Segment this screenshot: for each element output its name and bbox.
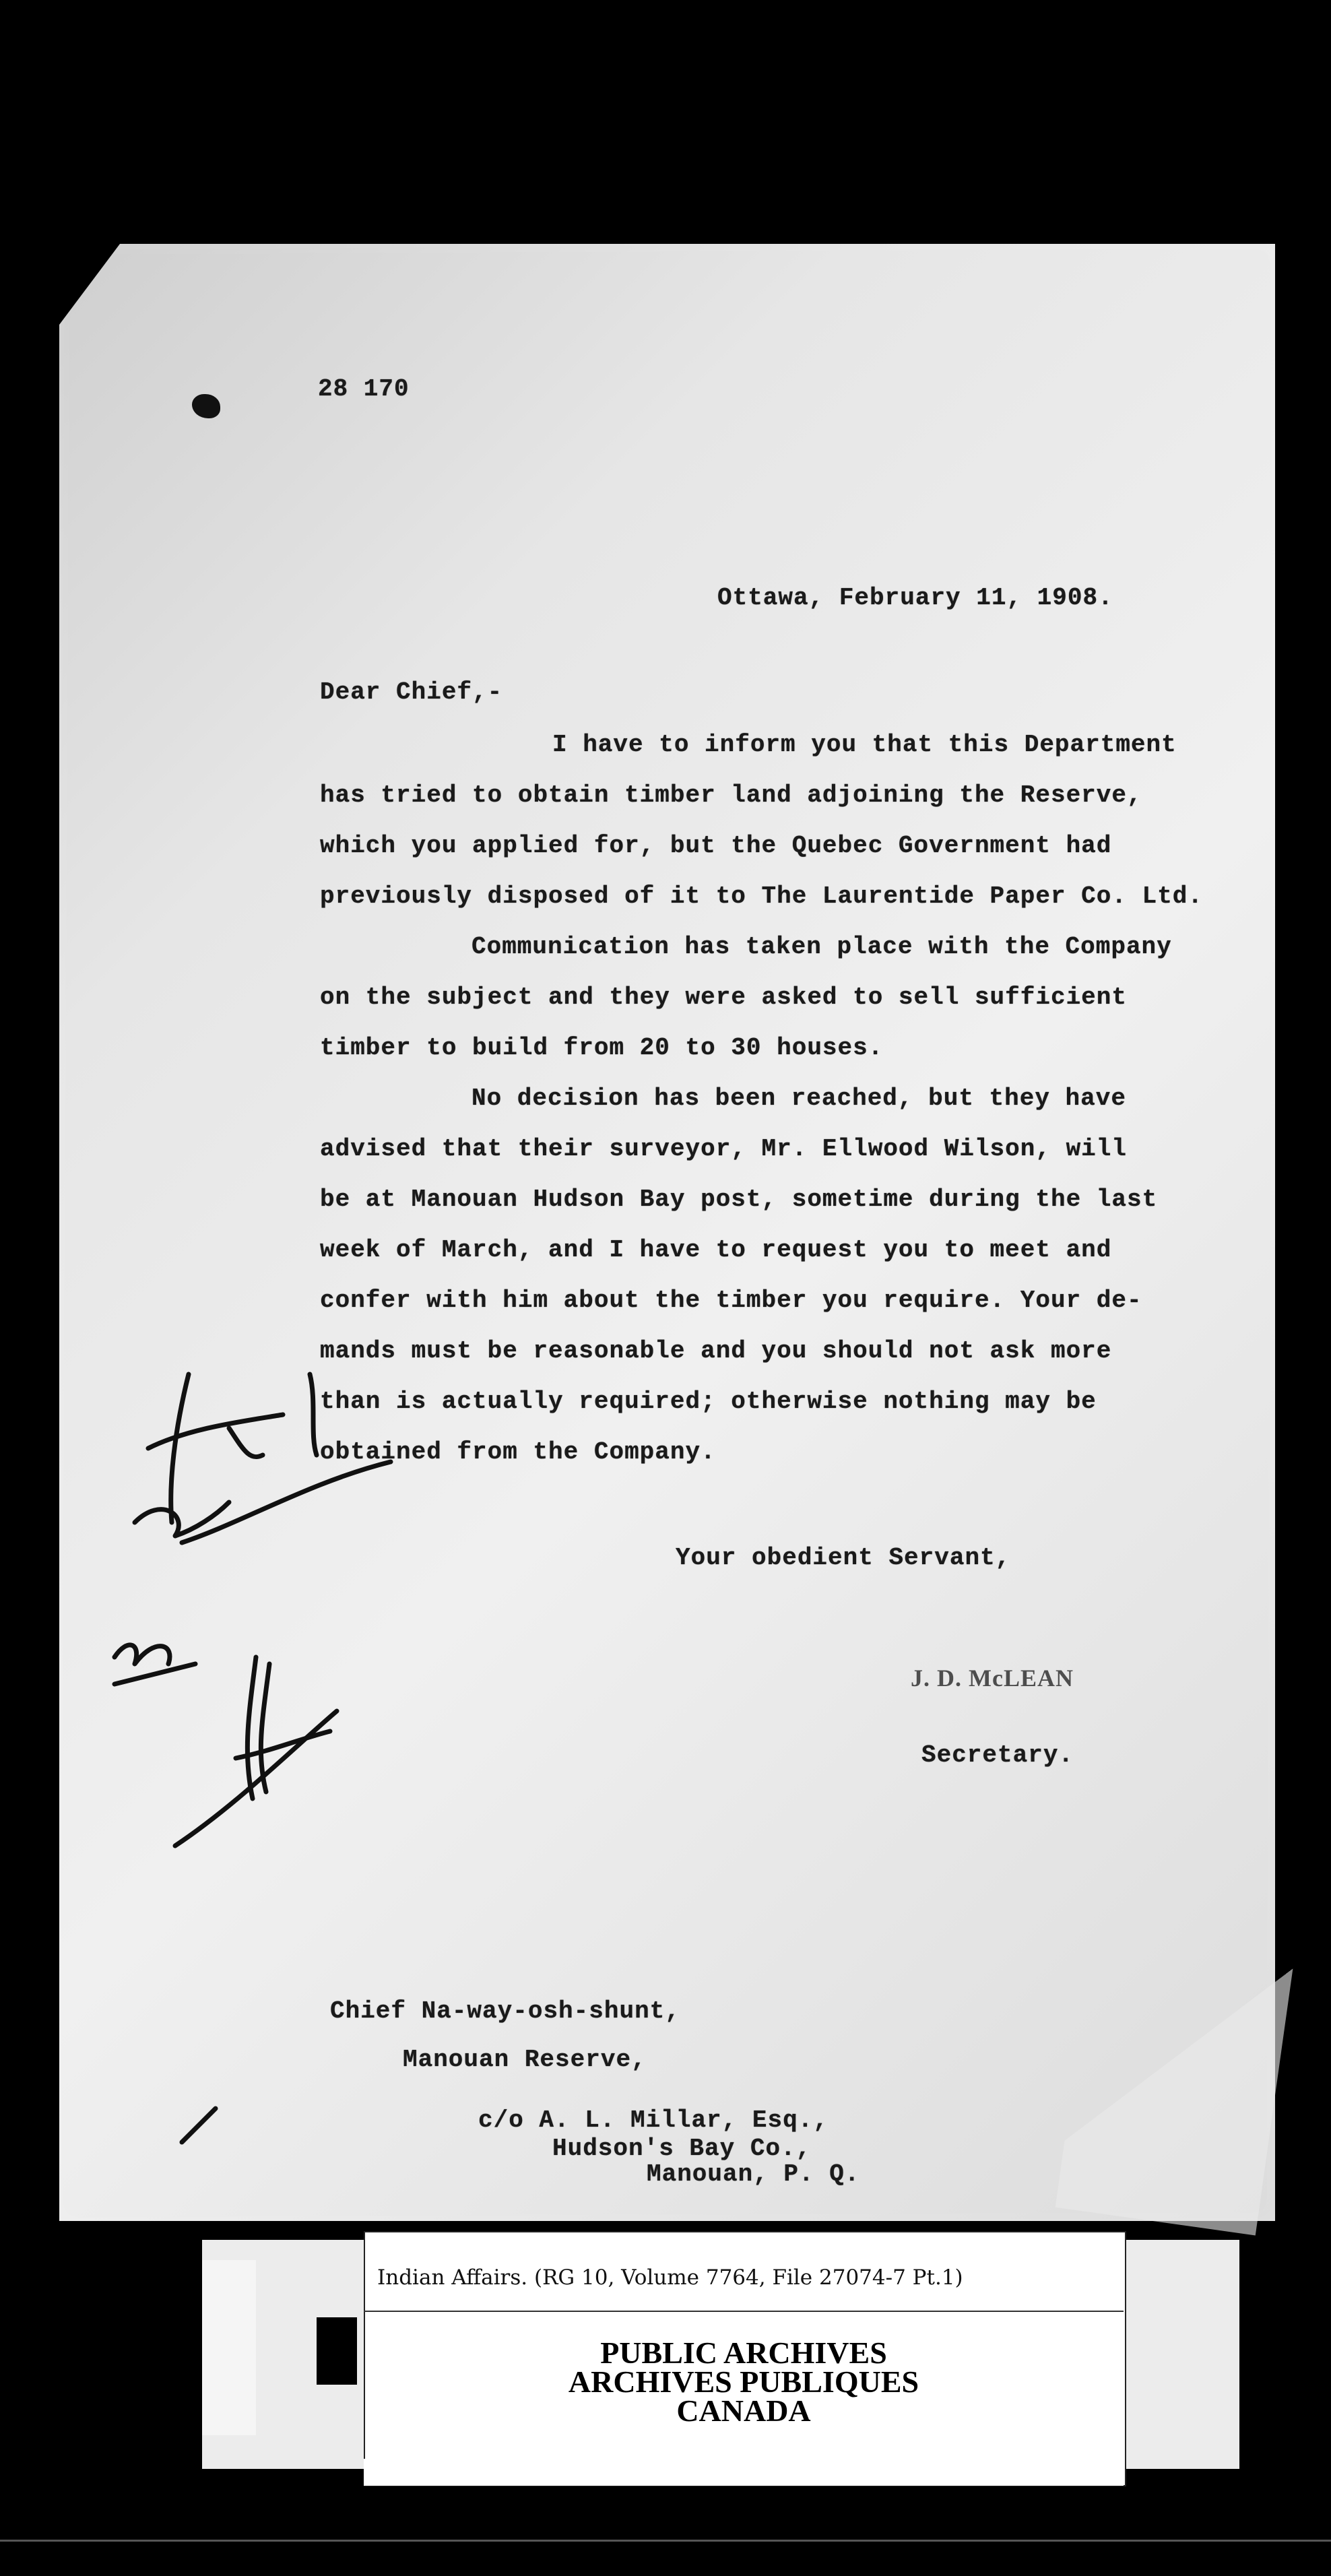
label-bottom-margin — [364, 2459, 1124, 2486]
address-line: Manouan Reserve, — [403, 2046, 647, 2073]
signature-stamp: J. D. McLEAN — [911, 1665, 1074, 1692]
body-line: which you applied for, but the Quebec Government had — [320, 832, 1112, 860]
signature-title: Secretary. — [921, 1741, 1074, 1769]
body-line: be at Manouan Hudson Bay post, sometime during the last — [320, 1186, 1158, 1213]
body-line: mands must be reasonable and you should not ask more — [320, 1337, 1112, 1365]
body-line: has tried to obtain timber land adjoining the Reserve, — [320, 781, 1142, 809]
body-line: week of March, and I have to request you to meet and — [320, 1236, 1112, 1264]
body-line: Communication has taken place with the Company — [472, 933, 1172, 961]
body-line: I have to inform you that this Department — [552, 731, 1177, 759]
body-line: on the subject and they were asked to sell sufficient — [320, 984, 1127, 1011]
label-edge — [202, 2260, 256, 2435]
label-tab — [317, 2317, 357, 2385]
address-line: Hudson's Bay Co., — [552, 2135, 812, 2162]
salutation: Dear Chief,- — [320, 678, 503, 706]
date-line: Ottawa, February 11, 1908. — [717, 584, 1113, 612]
body-line: obtained from the Company. — [320, 1438, 716, 1466]
film-edge — [0, 2540, 1331, 2542]
archive-citation: Indian Affairs. (RG 10, Volume 7764, File 27074-7 Pt.1) — [377, 2265, 963, 2290]
folded-corner — [59, 244, 120, 325]
handwritten-mark — [101, 1617, 357, 1859]
address-line: c/o A. L. Millar, Esq., — [478, 2106, 829, 2134]
letter-page — [59, 244, 1275, 2221]
archive-name-english: PUBLIC ARCHIVES — [600, 2336, 887, 2370]
body-line: confer with him about the timber you require. Your de- — [320, 1287, 1142, 1314]
body-line: No decision has been reached, but they have — [472, 1085, 1126, 1112]
handwritten-initials — [108, 1347, 418, 1603]
body-line: previously disposed of it to The Laurentide Paper Co. Ltd. — [320, 882, 1204, 910]
label-divider — [364, 2311, 1124, 2312]
body-line: timber to build from 20 to 30 houses. — [320, 1034, 884, 1062]
closing: Your obedient Servant, — [676, 1544, 1011, 1572]
archive-country: CANADA — [676, 2393, 811, 2428]
address-line: Manouan, P. Q. — [647, 2160, 860, 2188]
body-line: advised that their surveyor, Mr. Ellwood Wilson, will — [320, 1135, 1127, 1163]
address-line: Chief Na-way-osh-shunt, — [330, 1997, 680, 2025]
file-number: 28 170 — [318, 375, 410, 403]
body-line: than is actually required; otherwise nothing may be — [320, 1388, 1097, 1415]
archive-name-french: ARCHIVES PUBLIQUES — [568, 2364, 919, 2399]
handwritten-tick — [175, 2102, 229, 2156]
